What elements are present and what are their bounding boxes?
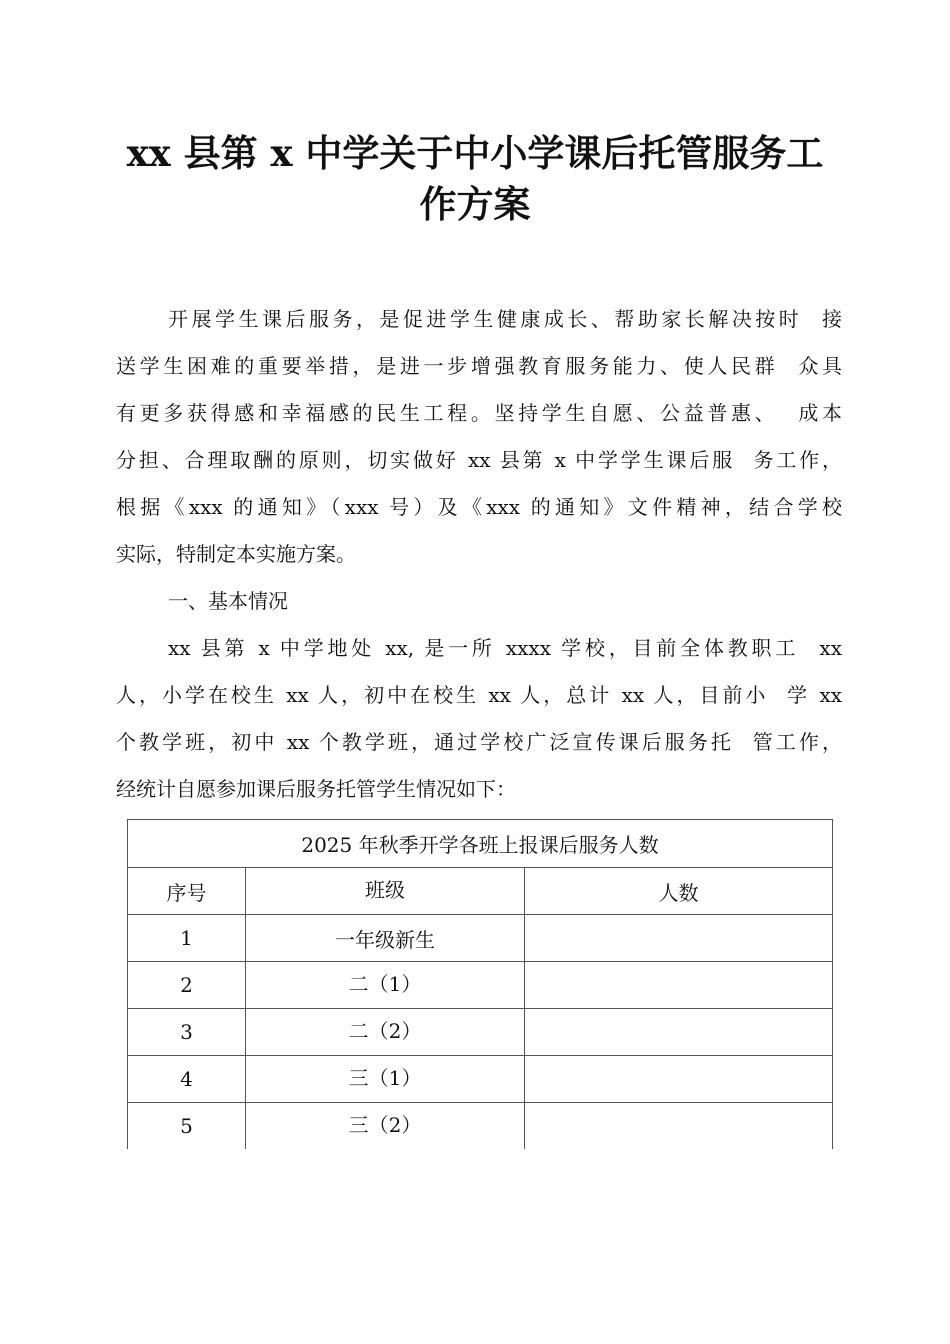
cell-count — [525, 915, 833, 962]
enrollment-table — [127, 819, 833, 1149]
table-caption: 2025 年秋季开学各班上报课后服务人数 — [128, 820, 833, 868]
paragraph-line: 分担、合理取酬的原则，切实做好 xx 县第 x 中学学生课后服 务工作， — [116, 448, 842, 472]
document-body — [116, 296, 842, 813]
header-count: 人数 — [525, 868, 833, 915]
paragraph-line: 个教学班，初中 xx 个教学班，通过学校广泛宣传课后服务托 管工作， — [116, 730, 842, 754]
intro-paragraph — [116, 296, 842, 578]
cell-count — [525, 962, 833, 1009]
basic-info-paragraph — [116, 625, 842, 813]
title-line: xx 县第 x 中学关于中小学课后托管服务工 — [126, 131, 824, 175]
cell-index: 4 — [128, 1056, 246, 1103]
paragraph-line: 人，小学在校生 xx 人，初中在校生 xx 人，总计 xx 人，目前小 学 xx — [116, 683, 842, 707]
document-title — [100, 128, 850, 230]
paragraph-line: xx 县第 x 中学地处 xx, 是一所 xxxx 学校，目前全体教职工 xx — [168, 636, 842, 660]
header-index: 序号 — [128, 868, 246, 915]
table-row — [128, 1103, 833, 1150]
header-class: 班级 — [246, 868, 525, 915]
cell-index: 2 — [128, 962, 246, 1009]
table-row — [128, 1056, 833, 1103]
paragraph-line: 有更多获得感和幸福感的民生工程。坚持学生自愿、公益普惠、 成本 — [116, 401, 842, 425]
section-heading: 一、基本情况 — [168, 589, 288, 613]
cell-class: 三（2） — [246, 1103, 525, 1150]
cell-index: 5 — [128, 1103, 246, 1150]
paragraph-line: 根据《xxx 的通知》（xxx 号）及《xxx 的通知》文件精神，结合学校 — [116, 495, 842, 519]
title-line: 作方案 — [419, 182, 531, 226]
cell-count — [525, 1009, 833, 1056]
cell-class: 二（1） — [246, 962, 525, 1009]
table-row — [128, 1009, 833, 1056]
table-header-row — [128, 868, 833, 915]
paragraph-line: 实际，特制定本实施方案。 — [116, 542, 356, 566]
cell-count — [525, 1103, 833, 1150]
cell-index: 3 — [128, 1009, 246, 1056]
table-row — [128, 915, 833, 962]
cell-class: 三（1） — [246, 1056, 525, 1103]
cell-class: 一年级新生 — [246, 915, 525, 962]
table-caption-row — [128, 820, 833, 868]
cell-count — [525, 1056, 833, 1103]
paragraph-line: 经统计自愿参加课后服务托管学生情况如下： — [116, 777, 516, 801]
cell-class: 二（2） — [246, 1009, 525, 1056]
paragraph-line: 送学生困难的重要举措，是进一步增强教育服务能力、使人民群 众具 — [116, 354, 842, 378]
table-row — [128, 962, 833, 1009]
paragraph-line: 开展学生课后服务，是促进学生健康成长、帮助家长解决按时 接 — [168, 307, 842, 331]
cell-index: 1 — [128, 915, 246, 962]
